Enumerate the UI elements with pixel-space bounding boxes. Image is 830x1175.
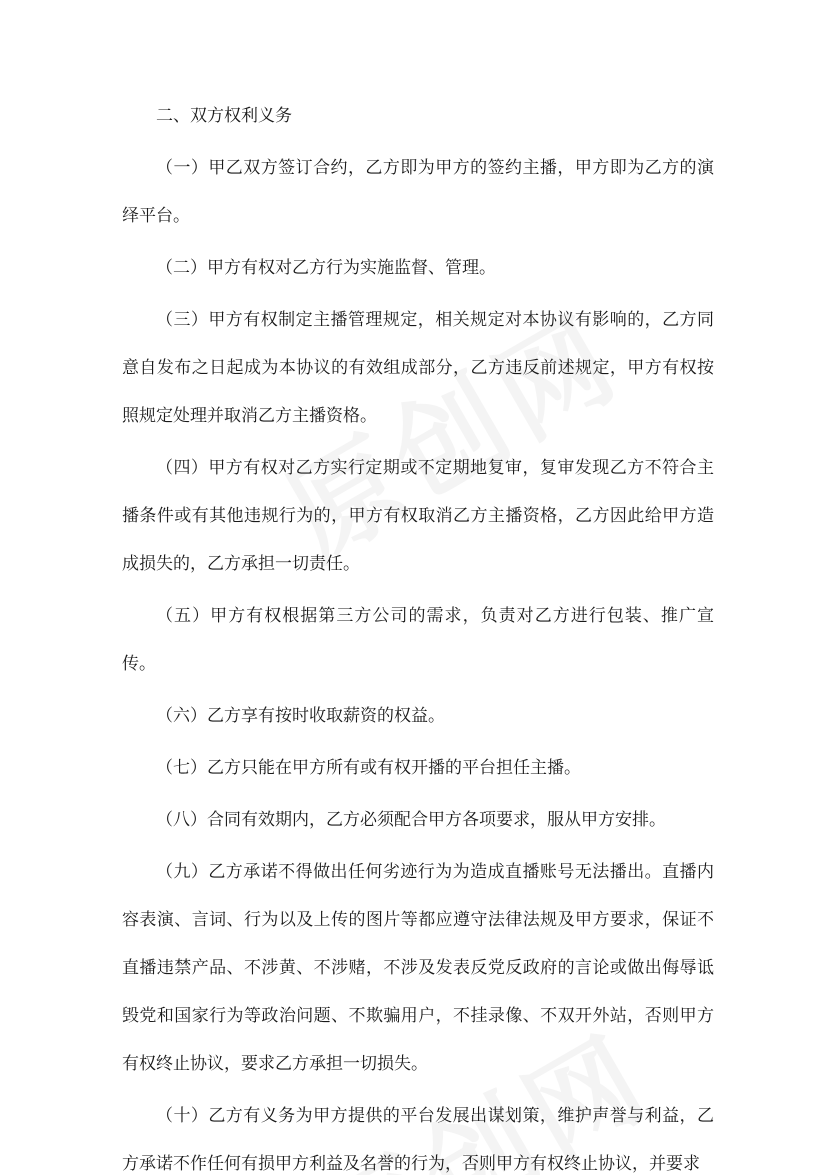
- document-body: [122, 92, 714, 1175]
- clause-9: （九）乙方承诺不得做出任何劣迹行为为造成直播账号无法播出。直播内容表演、言词、行为以及上传的图片等都应遵守法律法规及甲方要求，保证不直播违禁产品、不涉黄、不涉赌，不涉及发表反党反政府的言论或做出侮辱诋毁党和国家行为等政治问题、不欺骗用户，不挂录像、不双开外站，否则甲方有权终止协议，要求乙方承担一切损失。: [122, 862, 714, 1074]
- clause-10: （十）乙方有义务为甲方提供的平台发展出谋划策，维护声誉与利益，乙方承诺不作任何有损甲方利益及名誉的行为，否则甲方有权终止协议，并要求: [122, 1106, 714, 1174]
- clause-3: （三）甲方有权制定主播管理规定，相关规定对本协议有影响的，乙方同意自发布之日起成为本协议的有效组成部分，乙方违反前述规定，甲方有权按照规定处理并取消乙方主播资格。: [122, 310, 714, 426]
- clause-1: （一）甲乙双方签订合约，乙方即为甲方的签约主播，甲方即为乙方的演绎平台。: [122, 158, 714, 226]
- clause-8: （八）合同有效期内，乙方必须配合甲方各项要求，服从甲方安排。: [156, 810, 666, 830]
- clause-4: （四）甲方有权对乙方实行定期或不定期地复审，复审发现乙方不符合主播条件或有其他违规行为的，甲方有权取消乙方主播资格，乙方因此给甲方造成损失的，乙方承担一切责任。: [122, 458, 714, 574]
- clause-7: （七）乙方只能在甲方所有或有权开播的平台担任主播。: [156, 758, 581, 778]
- clause-5: （五）甲方有权根据第三方公司的需求，负责对乙方进行包装、推广宣传。: [122, 606, 714, 674]
- clause-6: （六）乙方享有按时收取薪资的权益。: [156, 706, 445, 726]
- clause-2: （二）甲方有权对乙方行为实施监督、管理。: [156, 258, 496, 278]
- section-heading: 二、双方权利义务: [156, 106, 292, 126]
